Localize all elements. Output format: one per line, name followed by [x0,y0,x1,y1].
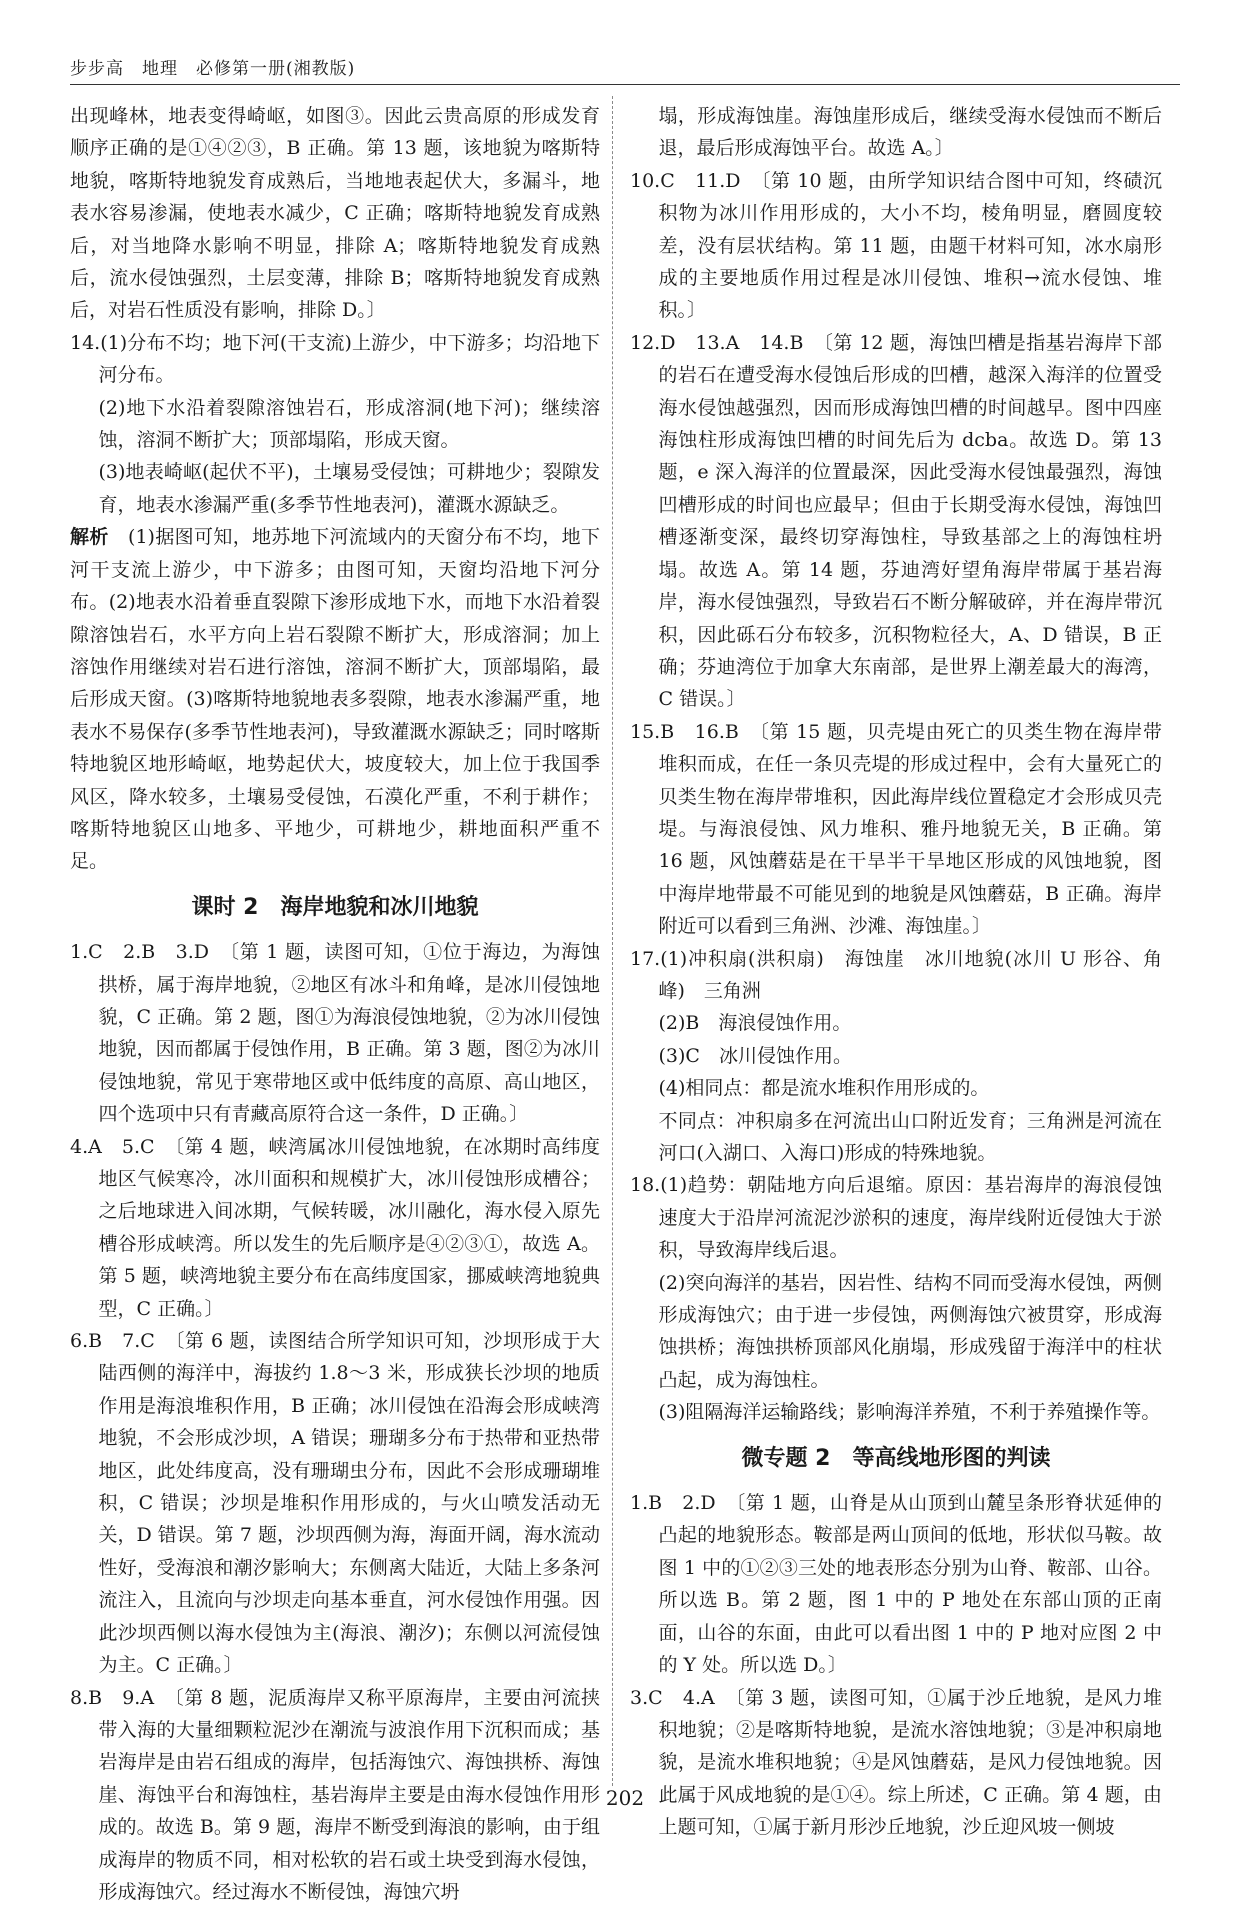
answer-9-continued: 塌，形成海蚀崖。海蚀崖形成后，继续受海水侵蚀而不断后退，最后形成海蚀平台。故选 A。〕 [630,100,1162,165]
section-title-lesson2: 课时 2 海岸地貌和冰川地貌 [70,892,600,924]
answer-10-11: 10.C 11.D 〔第 10 题，由所学知识结合图中可知，终碛沉积物为冰川作用形成的，大小不均，棱角明显，磨圆度较差，没有层状结构。第 11 题，由题干材料可知，冰水扇形成的主要地质作用过程是冰川侵蚀、堆积→流水侵蚀、堆积。〕 [630,165,1162,327]
answer-15-16: 15.B 16.B 〔第 15 题，贝壳堤由死亡的贝类生物在海岸带堆积而成，在任一条贝壳堤的形成过程中，会有大量死亡的贝类生物在海岸带堆积，因此海岸线位置稳定才会形成贝壳堤。与海浪侵蚀、风力堆积、雅丹地貌无关，B 正确。第 16 题，风蚀蘑菇是在干旱半干旱地区形成的风蚀地貌，图中海岸地带最不可能见到的地貌是风蚀蘑菇，B 正确。海岸附近可以看到三角洲、沙滩、海蚀崖。〕 [630,716,1162,943]
q14-analysis [70,521,600,877]
q14-part3: (3)地表崎岖(起伏不平)，土壤易受侵蚀；可耕地少；裂隙发育，地表水渗漏严重(多季节性地表河)，灌溉水源缺乏。 [70,456,600,521]
header-rule [70,84,1180,85]
answer-b1-2: 1.B 2.D 〔第 1 题，山脊是从山顶到山麓呈条形脊状延伸的凸起的地貌形态。鞍部是两山顶间的低地，形状似马鞍。故图 1 中的①②③三处的地表形态分别为山脊、鞍部、山谷。所以选 B。第 2 题，图 1 中的 P 地处在东部山顶的正南面，山谷的东面，由此可以看出图 1 中的 P 地对应图 2 中的 Y 处。所以选 D。〕 [630,1487,1162,1681]
left-intro-paragraph: 出现峰林，地表变得崎岖，如图③。因此云贵高原的形成发育顺序正确的是①④②③，B 正确。第 13 题，该地貌为喀斯特地貌，喀斯特地貌发育成熟后，当地地表起伏大，多漏斗，地表水容易渗漏，使地表水减少，C 正确；喀斯特地貌发育成熟后，对当地降水影响不明显，排除 A；喀斯特地貌发育成熟后，流水侵蚀强烈，土层变薄，排除 B；喀斯特地貌发育成熟后，对岩石性质没有影响，排除 D。〕 [70,100,600,327]
analysis-text: (1)据图可知，地苏地下河流域内的天窗分布不均，地下河干支流上游少，中下游多；由图可知，天窗均沿地下河分布。(2)地表水沿着垂直裂隙下渗形成地下水，而地下水沿着裂隙溶蚀岩石，水平方向上岩石裂隙不断扩大，形成溶洞；加上溶蚀作用继续对岩石进行溶蚀，溶洞不断扩大，顶部塌陷，最后形成天窗。(3)喀斯特地貌地表多裂隙，地表水渗漏严重，地表水不易保存(多季节性地表河)，导致灌溉水源缺乏；同时喀斯特地貌区地形崎岖，地势起伏大，坡度较大，加上位于我国季风区，降水较多，土壤易受侵蚀，石漠化严重，不利于耕作；喀斯特地貌区山地多、平地少，可耕地少，耕地面积严重不足。 [70,526,600,872]
q14-part1: 14.(1)分布不均；地下河(干支流)上游少，中下游多；均沿地下河分布。 [70,327,600,392]
running-header: 步步高 地理 必修第一册(湘教版) [70,54,355,79]
answer-b3-4: 3.C 4.A 〔第 3 题，读图可知，①属于沙丘地貌，是风力堆积地貌；②是喀斯特地貌，是流水溶蚀地貌；③是冲积扇地貌，是流水堆积地貌；④是风蚀蘑菇，是风力侵蚀地貌。因此属于风成地貌的是①④。综上所述，C 正确。第 4 题，由上题可知，①属于新月形沙丘地貌，沙丘迎风坡一侧坡 [630,1682,1162,1844]
left-column [70,100,600,1908]
answer-4-5: 4.A 5.C 〔第 4 题，峡湾属冰川侵蚀地貌，在冰期时高纬度地区气候寒冷，冰川面积和规模扩大，冰川侵蚀形成槽谷；之后地球进入间冰期，气候转暖，冰川融化，海水侵入原先槽谷形成峡湾。所以发生的先后顺序是④②③①，故选 A。第 5 题，峡湾地貌主要分布在高纬度国家，挪威峡湾地貌典型，C 正确。〕 [70,1131,600,1325]
answer-6-7: 6.B 7.C 〔第 6 题，读图结合所学知识可知，沙坝形成于大陆西侧的海洋中，海拔约 1.8～3 米，形成狭长沙坝的地质作用是海浪堆积作用，B 正确；冰川侵蚀在沿海会形成峡湾地貌，不会形成沙坝，A 错误；珊瑚多分布于热带和亚热带地区，此处纬度高，没有珊瑚虫分布，因此不会形成珊瑚堆积，C 错误；沙坝是堆积作用形成的，与火山喷发活动无关，D 错误。第 7 题，沙坝西侧为海，海面开阔，海水流动性好，受海浪和潮汐影响大；东侧离大陆近，大陆上多条河流注入，且流向与沙坝走向基本垂直，河水侵蚀作用强。因此沙坝西侧以海水侵蚀为主(海浪、潮汐)；东侧以河流侵蚀为主。C 正确。〕 [70,1325,600,1681]
answer-17-part4: (4)相同点：都是流水堆积作用形成的。 [630,1072,1162,1104]
answer-17-part2: (2)B 海浪侵蚀作用。 [630,1007,1162,1039]
analysis-label: 解析 [70,526,109,548]
section-title-topic2: 微专题 2 等高线地形图的判读 [630,1443,1162,1475]
answer-18-part3: (3)阻隔海洋运输路线；影响海洋养殖，不利于养殖操作等。 [630,1396,1162,1428]
answer-17-part3: (3)C 冰川侵蚀作用。 [630,1040,1162,1072]
answer-17-part5: 不同点：冲积扇多在河流出山口附近发育；三角洲是河流在河口(入湖口、入海口)形成的特殊地貌。 [630,1105,1162,1170]
q14-part2: (2)地下水沿着裂隙溶蚀岩石，形成溶洞(地下河)；继续溶蚀，溶洞不断扩大；顶部塌陷，形成天窗。 [70,392,600,457]
answer-18-part1: 18.(1)趋势：朝陆地方向后退缩。原因：基岩海岸的海浪侵蚀速度大于沿岸河流泥沙淤积的速度，海岸线附近侵蚀大于淤积，导致海岸线后退。 [630,1169,1162,1266]
answer-12-14: 12.D 13.A 14.B 〔第 12 题，海蚀凹槽是指基岩海岸下部的岩石在遭受海水侵蚀后形成的凹槽，越深入海洋的位置受海水侵蚀越强烈，因而形成海蚀凹槽的时间越早。图中四座海蚀柱形成海蚀凹槽的时间先后为 dcba。故选 D。第 13 题，e 深入海洋的位置最深，因此受海水侵蚀最强烈，海蚀凹槽形成的时间也应最早；但由于长期受海水侵蚀，海蚀凹槽逐渐变深，最终切穿海蚀柱，导致基部之上的海蚀柱坍塌。故选 A。第 14 题，芬迪湾好望角海岸带属于基岩海岸，海水侵蚀强烈，导致岩石不断分解破碎，并在海岸带沉积，因此砾石分布较多，沉积物粒径大，A、D 错误，B 正确；芬迪湾位于加拿大东南部，是世界上潮差最大的海湾，C 错误。〕 [630,327,1162,716]
right-column [630,100,1162,1844]
page-number: 202 [0,1786,1250,1810]
answer-18-part2: (2)突向海洋的基岩，因岩性、结构不同而受海水侵蚀，两侧形成海蚀穴；由于进一步侵蚀，两侧海蚀穴被贯穿，形成海蚀拱桥；海蚀拱桥顶部风化崩塌，形成残留于海洋中的柱状凸起，成为海蚀柱。 [630,1267,1162,1397]
answer-8-9: 8.B 9.A 〔第 8 题，泥质海岸又称平原海岸，主要由河流挟带入海的大量细颗粒泥沙在潮流与波浪作用下沉积而成；基岩海岸是由岩石组成的海岸，包括海蚀穴、海蚀拱桥、海蚀崖、海蚀平台和海蚀柱，基岩海岸主要是由海水侵蚀作用形成的。故选 B。第 9 题，海岸不断受到海浪的影响，由于组成海岸的物质不同，相对松软的岩石或土块受到海水侵蚀，形成海蚀穴。经过海水不断侵蚀，海蚀穴坍 [70,1682,600,1908]
answer-17-part1: 17.(1)冲积扇(洪积扇) 海蚀崖 冰川地貌(冰川 U 形谷、角峰) 三角洲 [630,943,1162,1008]
column-separator [612,96,613,1786]
answer-1-3: 1.C 2.B 3.D 〔第 1 题，读图可知，①位于海边，为海蚀拱桥，属于海岸地貌，②地区有冰斗和角峰，是冰川侵蚀地貌，C 正确。第 2 题，图①为海浪侵蚀地貌，②为冰川侵蚀地貌，因而都属于侵蚀作用，B 正确。第 3 题，图②为冰川侵蚀地貌，常见于寒带地区或中低纬度的高原、高山地区，四个选项中只有青藏高原符合这一条件，D 正确。〕 [70,936,600,1130]
